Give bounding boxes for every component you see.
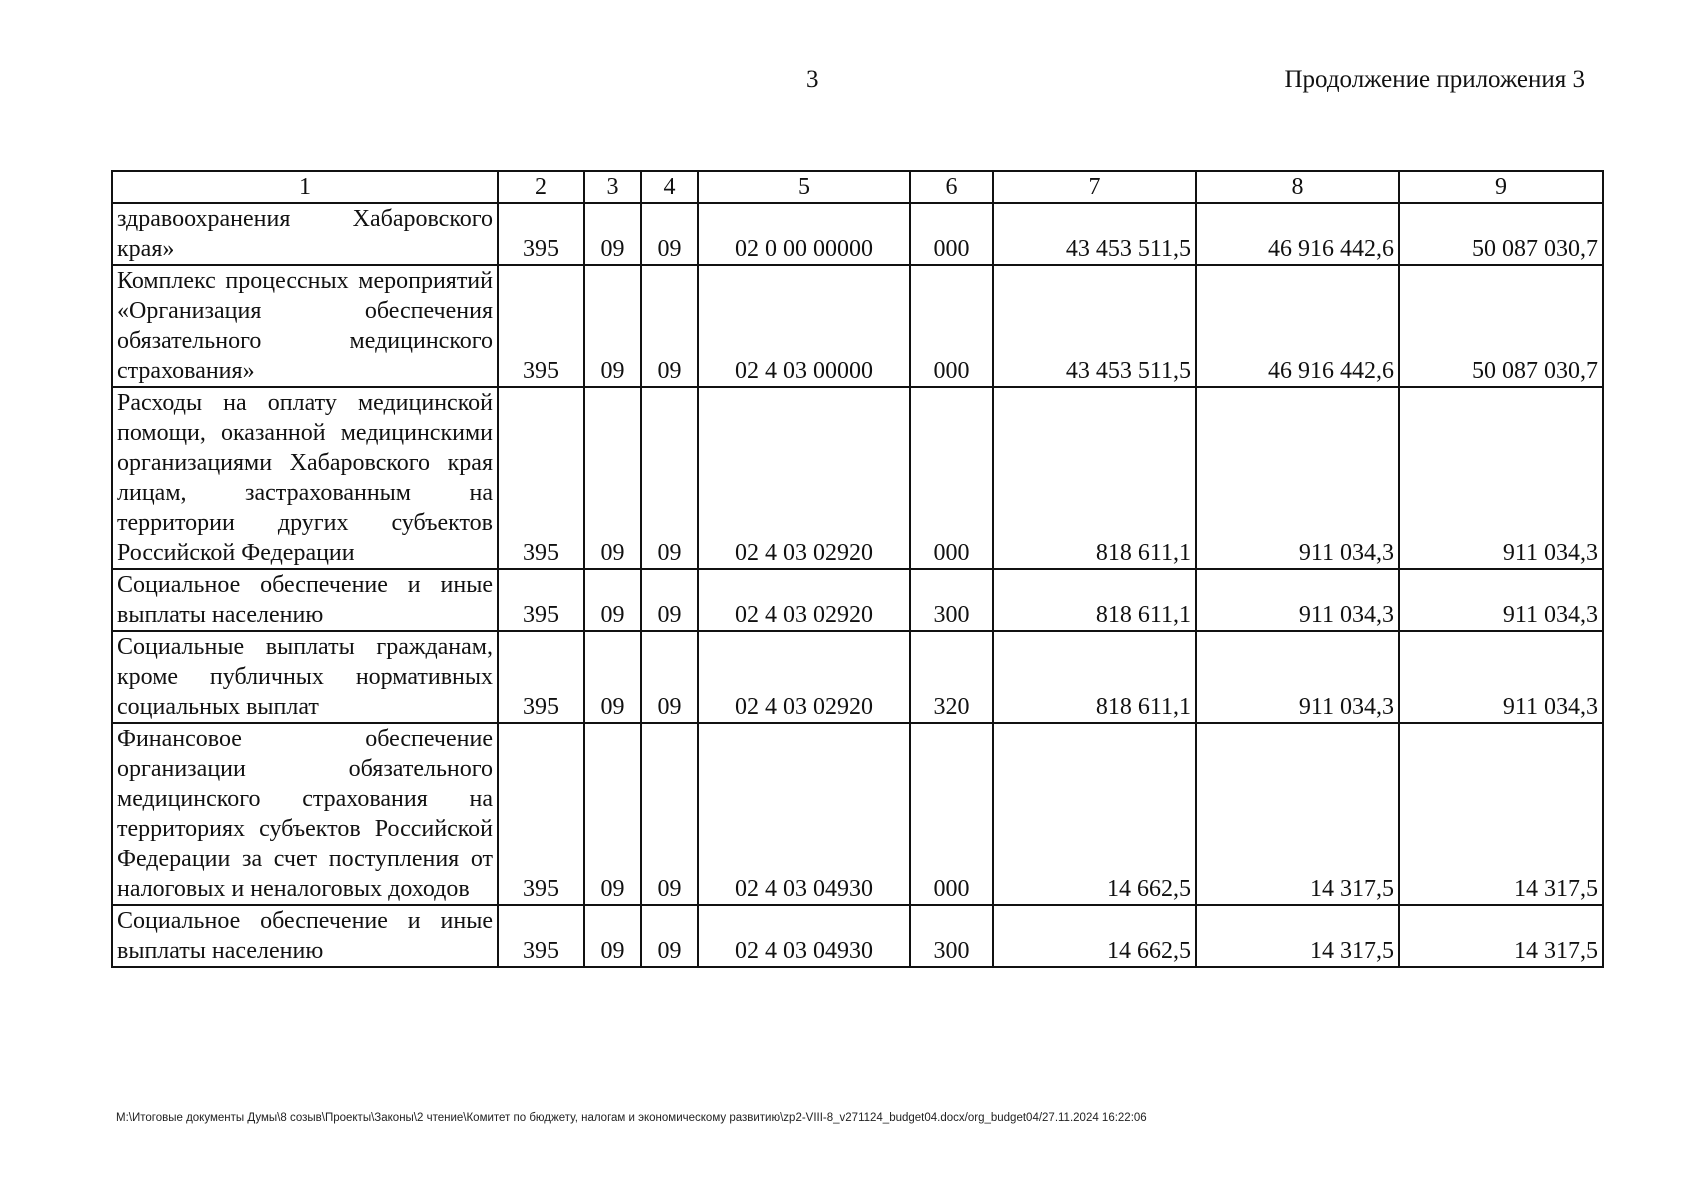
cell-amount-8: 46 916 442,6 — [1196, 265, 1399, 387]
column-header: 1 — [112, 171, 498, 203]
cell-amount-7: 43 453 511,5 — [993, 265, 1196, 387]
continuation-title: Продолжение приложения 3 — [1284, 66, 1585, 93]
table-row — [112, 569, 1603, 631]
file-path-footer: M:\Итоговые документы Думы\8 созыв\Проекты\Законы\2 чтение\Комитет по бюджету, налогам и экономическому развитию\zp2-VIII-8_v271124_budget04.docx/org_budget04/27.11.2024 16:22:06 — [116, 1112, 1147, 1124]
cell-amount-9: 14 317,5 — [1399, 723, 1603, 905]
cell-code-2: 395 — [498, 265, 584, 387]
column-header: 9 — [1399, 171, 1603, 203]
cell-code-3: 09 — [584, 203, 641, 265]
cell-amount-7: 14 662,5 — [993, 723, 1196, 905]
cell-code-4: 09 — [641, 723, 698, 905]
cell-code-4: 09 — [641, 265, 698, 387]
cell-code-3: 09 — [584, 265, 641, 387]
table-row — [112, 905, 1603, 967]
column-header: 6 — [910, 171, 993, 203]
cell-amount-9: 911 034,3 — [1399, 569, 1603, 631]
cell-code-3: 09 — [584, 631, 641, 723]
row-name: Социальное обеспечение и иные выплаты населению — [112, 905, 498, 967]
column-header: 2 — [498, 171, 584, 203]
cell-code-4: 09 — [641, 569, 698, 631]
cell-amount-7: 818 611,1 — [993, 387, 1196, 569]
cell-amount-9: 14 317,5 — [1399, 905, 1603, 967]
column-header: 7 — [993, 171, 1196, 203]
cell-amount-9: 50 087 030,7 — [1399, 265, 1603, 387]
cell-code-2: 395 — [498, 905, 584, 967]
cell-code-6: 300 — [910, 569, 993, 631]
cell-code-5: 02 4 03 00000 — [698, 265, 910, 387]
budget-table — [111, 170, 1604, 968]
cell-code-2: 395 — [498, 631, 584, 723]
cell-code-5: 02 4 03 02920 — [698, 387, 910, 569]
cell-code-5: 02 4 03 02920 — [698, 631, 910, 723]
table-row — [112, 203, 1603, 265]
cell-amount-9: 911 034,3 — [1399, 631, 1603, 723]
cell-amount-8: 14 317,5 — [1196, 905, 1399, 967]
table-row — [112, 631, 1603, 723]
cell-code-5: 02 0 00 00000 — [698, 203, 910, 265]
cell-code-4: 09 — [641, 387, 698, 569]
cell-code-4: 09 — [641, 905, 698, 967]
column-header: 5 — [698, 171, 910, 203]
table-row — [112, 723, 1603, 905]
cell-code-6: 000 — [910, 265, 993, 387]
row-name: Социальные выплаты гражданам, кроме публичных нормативных социальных выплат — [112, 631, 498, 723]
cell-code-2: 395 — [498, 723, 584, 905]
cell-code-6: 000 — [910, 387, 993, 569]
cell-amount-9: 911 034,3 — [1399, 387, 1603, 569]
table-header-row — [112, 171, 1603, 203]
cell-amount-8: 46 916 442,6 — [1196, 203, 1399, 265]
cell-amount-8: 911 034,3 — [1196, 631, 1399, 723]
cell-code-5: 02 4 03 04930 — [698, 723, 910, 905]
row-name: Комплекс процессных мероприятий «Организация обеспечения обязательного медицинского страхования» — [112, 265, 498, 387]
row-name: Финансовое обеспечение организации обязательного медицинского страхования на территориях субъектов Российской Федерации за счет поступления от налоговых и неналоговых доходов — [112, 723, 498, 905]
cell-amount-7: 43 453 511,5 — [993, 203, 1196, 265]
column-header: 4 — [641, 171, 698, 203]
cell-amount-9: 50 087 030,7 — [1399, 203, 1603, 265]
row-name: Социальное обеспечение и иные выплаты населению — [112, 569, 498, 631]
cell-code-4: 09 — [641, 631, 698, 723]
cell-code-5: 02 4 03 02920 — [698, 569, 910, 631]
row-name: Расходы на оплату медицинской помощи, оказанной медицинскими организациями Хабаровского края лицам, застрахованным на территории других субъектов Российской Федерации — [112, 387, 498, 569]
table-row — [112, 387, 1603, 569]
cell-code-6: 000 — [910, 723, 993, 905]
cell-code-6: 320 — [910, 631, 993, 723]
column-header: 3 — [584, 171, 641, 203]
cell-amount-8: 911 034,3 — [1196, 387, 1399, 569]
cell-code-2: 395 — [498, 569, 584, 631]
cell-code-6: 300 — [910, 905, 993, 967]
row-name: здравоохранения Хабаровского края» — [112, 203, 498, 265]
cell-amount-7: 14 662,5 — [993, 905, 1196, 967]
cell-code-3: 09 — [584, 387, 641, 569]
cell-code-3: 09 — [584, 905, 641, 967]
cell-code-6: 000 — [910, 203, 993, 265]
cell-amount-7: 818 611,1 — [993, 569, 1196, 631]
page-number: 3 — [806, 66, 819, 93]
cell-code-4: 09 — [641, 203, 698, 265]
cell-amount-8: 14 317,5 — [1196, 723, 1399, 905]
cell-amount-8: 911 034,3 — [1196, 569, 1399, 631]
cell-amount-7: 818 611,1 — [993, 631, 1196, 723]
cell-code-3: 09 — [584, 569, 641, 631]
table-row — [112, 265, 1603, 387]
column-header: 8 — [1196, 171, 1399, 203]
cell-code-3: 09 — [584, 723, 641, 905]
cell-code-2: 395 — [498, 203, 584, 265]
cell-code-2: 395 — [498, 387, 584, 569]
cell-code-5: 02 4 03 04930 — [698, 905, 910, 967]
